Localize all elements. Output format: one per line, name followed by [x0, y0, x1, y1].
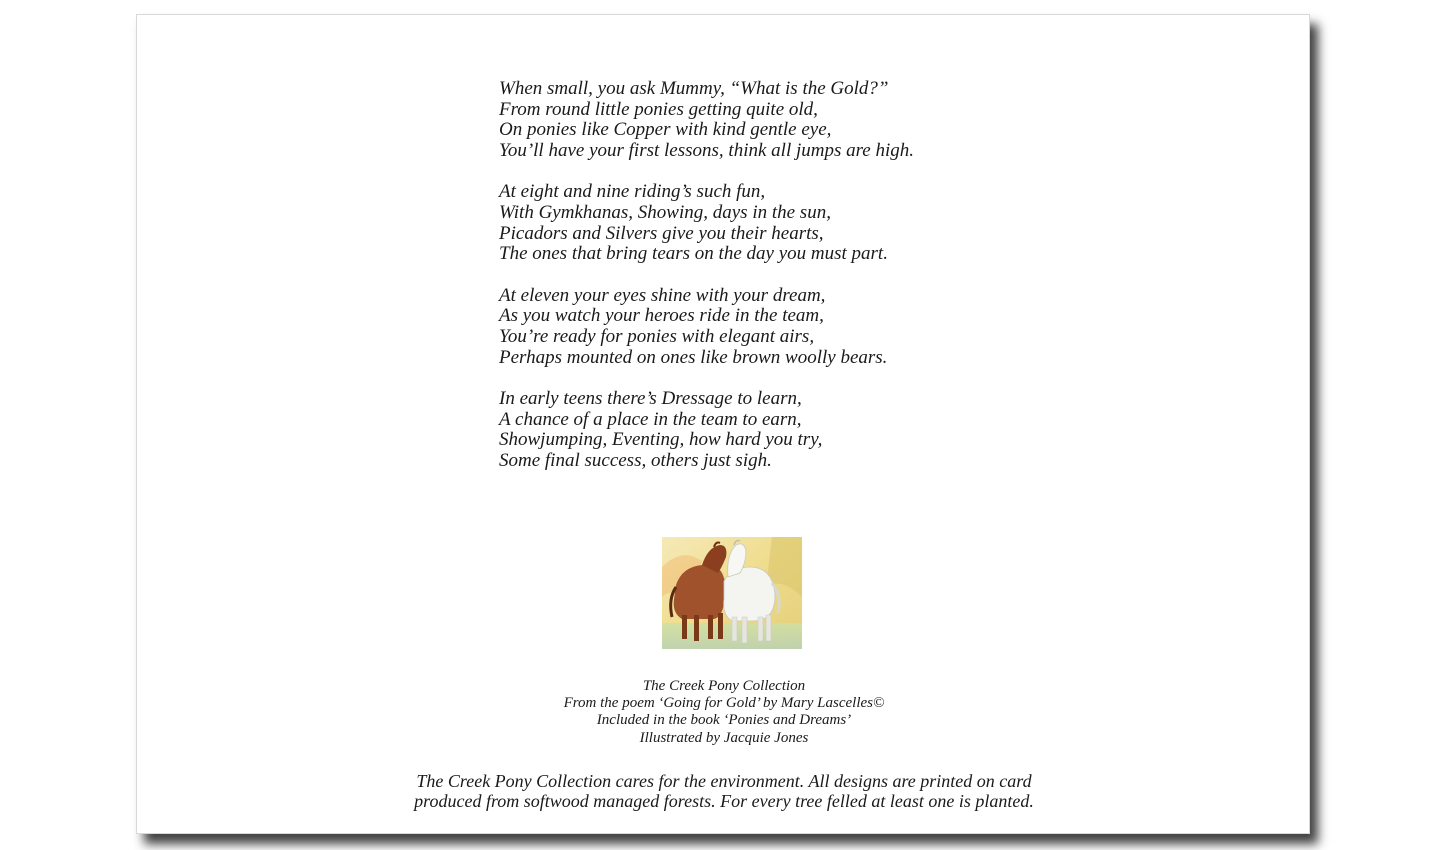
poem-line: Perhaps mounted on ones like brown woolly bears.	[499, 346, 888, 368]
poem-line: When small, you ask Mummy, “What is the Gold?”	[499, 78, 889, 99]
credits-illustrator: Illustrated by Jacquie Jones	[639, 729, 809, 746]
poem-line: Picadors and Silvers give you their hearts,	[499, 222, 824, 244]
poem-line: Some final success, others just sigh.	[499, 449, 772, 471]
card	[136, 14, 1310, 834]
poem-line: With Gymkhanas, Showing, days in the sun,	[499, 201, 831, 223]
poem-line: You’ll have your first lessons, think all jumps are high.	[499, 139, 915, 161]
credits	[137, 678, 1311, 747]
poem-line: You’re ready for ponies with elegant airs,	[499, 325, 815, 347]
stanza	[499, 79, 914, 161]
stanza	[499, 286, 914, 368]
environment-notice	[137, 771, 1311, 812]
stanza	[499, 182, 914, 264]
poem-line: A chance of a place in the team to earn,	[499, 408, 802, 430]
poem-line: As you watch your heroes ride in the team,	[499, 305, 824, 327]
ponies-illustration	[662, 537, 802, 649]
environment-notice-line: produced from softwood managed forests. For every tree felled at least one is planted.	[414, 791, 1034, 812]
poem-line: Showjumping, Eventing, how hard you try,	[499, 429, 823, 451]
credits-collection: The Creek Pony Collection	[642, 678, 806, 694]
credits-poem: From the poem ‘Going for Gold’ by Mary Lascelles©	[563, 695, 885, 712]
poem-line: From round little ponies getting quite old,	[499, 98, 818, 120]
poem-line: At eleven your eyes shine with your dream,	[499, 284, 826, 306]
poem-line: The ones that bring tears on the day you must part.	[499, 243, 888, 265]
poem-line: In early teens there’s Dressage to learn,	[499, 388, 802, 410]
poem-line: On ponies like Copper with kind gentle eye,	[499, 119, 832, 141]
stanza	[499, 389, 914, 471]
credits-book: Included in the book ‘Ponies and Dreams’	[596, 712, 852, 729]
poem-line: At eight and nine riding’s such fun,	[499, 181, 766, 203]
poem	[499, 79, 914, 493]
environment-notice-line: The Creek Pony Collection cares for the environment. All designs are printed on card	[416, 771, 1032, 791]
